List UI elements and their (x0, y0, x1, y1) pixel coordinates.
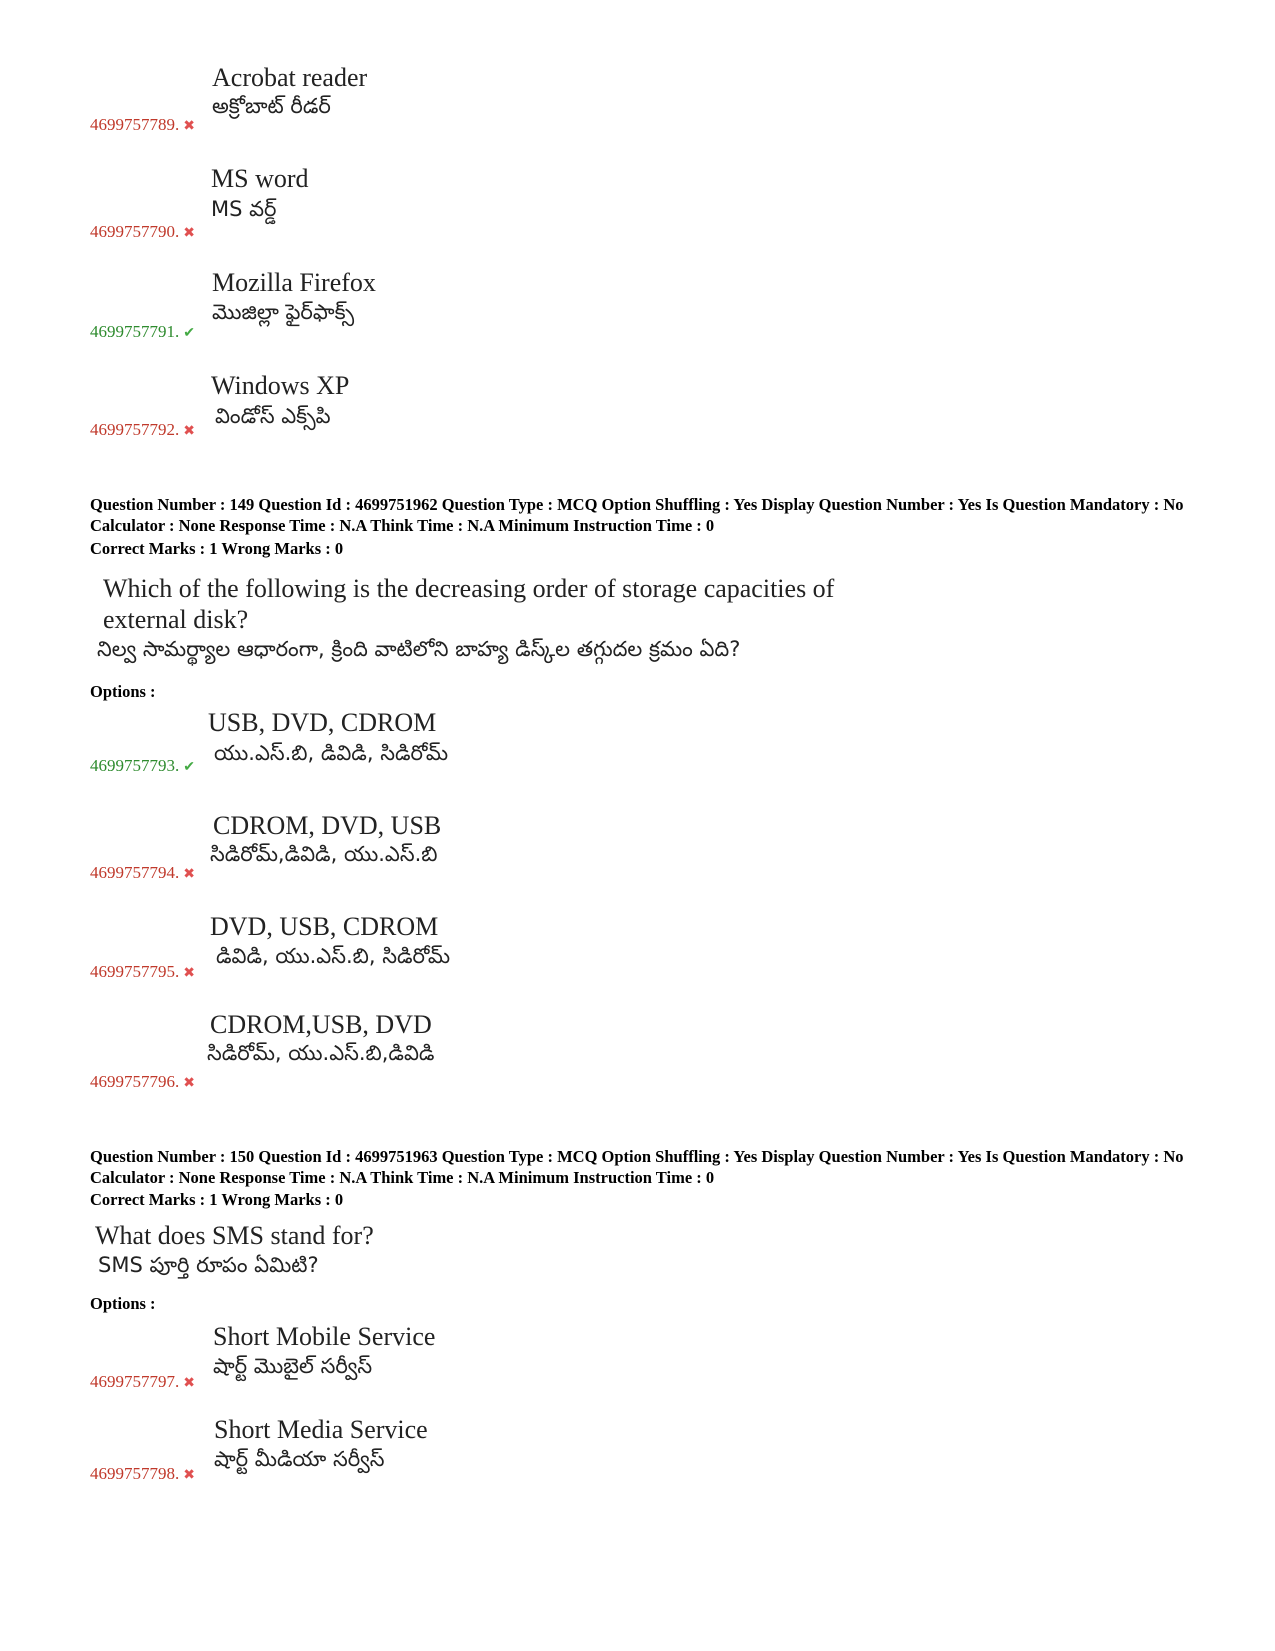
option-text-en: Short Media Service (214, 1415, 428, 1444)
option-text-en: Windows XP (211, 371, 350, 400)
option-text-en: Acrobat reader (212, 63, 368, 92)
options-label: Options : (90, 1294, 156, 1313)
question-text-en: Which of the following is the decreasing order of storage capacities of external disk? (103, 574, 835, 634)
option-id: 4699757798. ✖ (90, 1464, 195, 1483)
option-text-en: USB, DVD, CDROM (208, 708, 437, 737)
option-id: 4699757796. ✖ (90, 1072, 195, 1091)
option-text-te: మొజిల్లా ఫైర్‌ఫాక్స్ (212, 300, 355, 324)
question-meta: Question Number : 150 Question Id : 4699751963 Question Type : MCQ Option Shuffling : Yes Display Question Number : Yes Is Question Mandatory : No Calculator : None Response Time : N.A Think Time : N.A Minimum Instruction Time : 0 (90, 1147, 1184, 1187)
option-text-en: Short Mobile Service (213, 1322, 436, 1351)
option-text-en: CDROM, DVD, USB (213, 811, 442, 840)
option-id: 4699757793. ✔ (90, 756, 195, 775)
check-mark-icon: ✔ (183, 326, 195, 341)
wrong-mark-icon: ✖ (183, 226, 195, 241)
option-id: 4699757792. ✖ (90, 420, 195, 439)
question-marks: Correct Marks : 1 Wrong Marks : 0 (90, 1190, 344, 1209)
question-text-en: What does SMS stand for? (95, 1221, 374, 1250)
option-text-en: Mozilla Firefox (212, 268, 376, 297)
option-text-te: డివిడి, యు.ఎస్.బి, సిడిరోమ్ (216, 944, 451, 968)
option-text-te: షార్ట్ మొబైల్ సర్వీస్ (213, 1354, 373, 1378)
question-text-te: నిల్వ సామర్థ్యాల ఆధారంగా, క్రింది వాటిలోని బాహ్య డిస్క్‌ల తగ్గుదల క్రమం ఏది? (97, 637, 741, 661)
option-text-en: DVD, USB, CDROM (210, 912, 439, 941)
wrong-mark-icon: ✖ (183, 119, 195, 134)
option-text-te: యు.ఎస్.బి, డివిడి, సిడిరోమ్ (214, 741, 449, 765)
option-text-en: MS word (211, 164, 309, 193)
option-text-te: MS వర్డ్ (211, 197, 277, 221)
option-text-te: షార్ట్ మీడియా సర్వీస్ (214, 1447, 385, 1471)
wrong-mark-icon: ✖ (183, 867, 195, 882)
option-text-te: సిడిరోమ్,డివిడి, యు.ఎస్.బి (210, 842, 438, 866)
question-text-te: SMS పూర్తి రూపం ఏమిటి? (98, 1253, 319, 1277)
wrong-mark-icon: ✖ (183, 1468, 195, 1483)
option-id: 4699757790. ✖ (90, 222, 195, 241)
option-text-te: విండోస్ ఎక్స్‌పి (215, 404, 331, 428)
option-id: 4699757794. ✖ (90, 863, 195, 882)
option-id: 4699757797. ✖ (90, 1372, 195, 1391)
wrong-mark-icon: ✖ (183, 1376, 195, 1391)
option-id: 4699757795. ✖ (90, 962, 195, 981)
options-label: Options : (90, 682, 156, 701)
wrong-mark-icon: ✖ (183, 966, 195, 981)
option-text-te: సిడిరోమ్, యు.ఎస్.బి,డివిడి (207, 1041, 435, 1065)
check-mark-icon: ✔ (183, 760, 195, 775)
option-id: 4699757789. ✖ (90, 115, 195, 134)
wrong-mark-icon: ✖ (183, 1076, 195, 1091)
option-text-te: అక్రోబాట్ రీడర్ (212, 94, 331, 118)
wrong-mark-icon: ✖ (183, 424, 195, 439)
option-id: 4699757791. ✔ (90, 322, 195, 341)
option-text-en: CDROM,USB, DVD (210, 1010, 432, 1039)
question-marks: Correct Marks : 1 Wrong Marks : 0 (90, 539, 344, 558)
question-meta: Question Number : 149 Question Id : 4699751962 Question Type : MCQ Option Shuffling : Yes Display Question Number : Yes Is Question Mandatory : No Calculator : None Response Time : N.A Think Time : N.A Minimum Instruction Time : 0 (90, 495, 1184, 535)
